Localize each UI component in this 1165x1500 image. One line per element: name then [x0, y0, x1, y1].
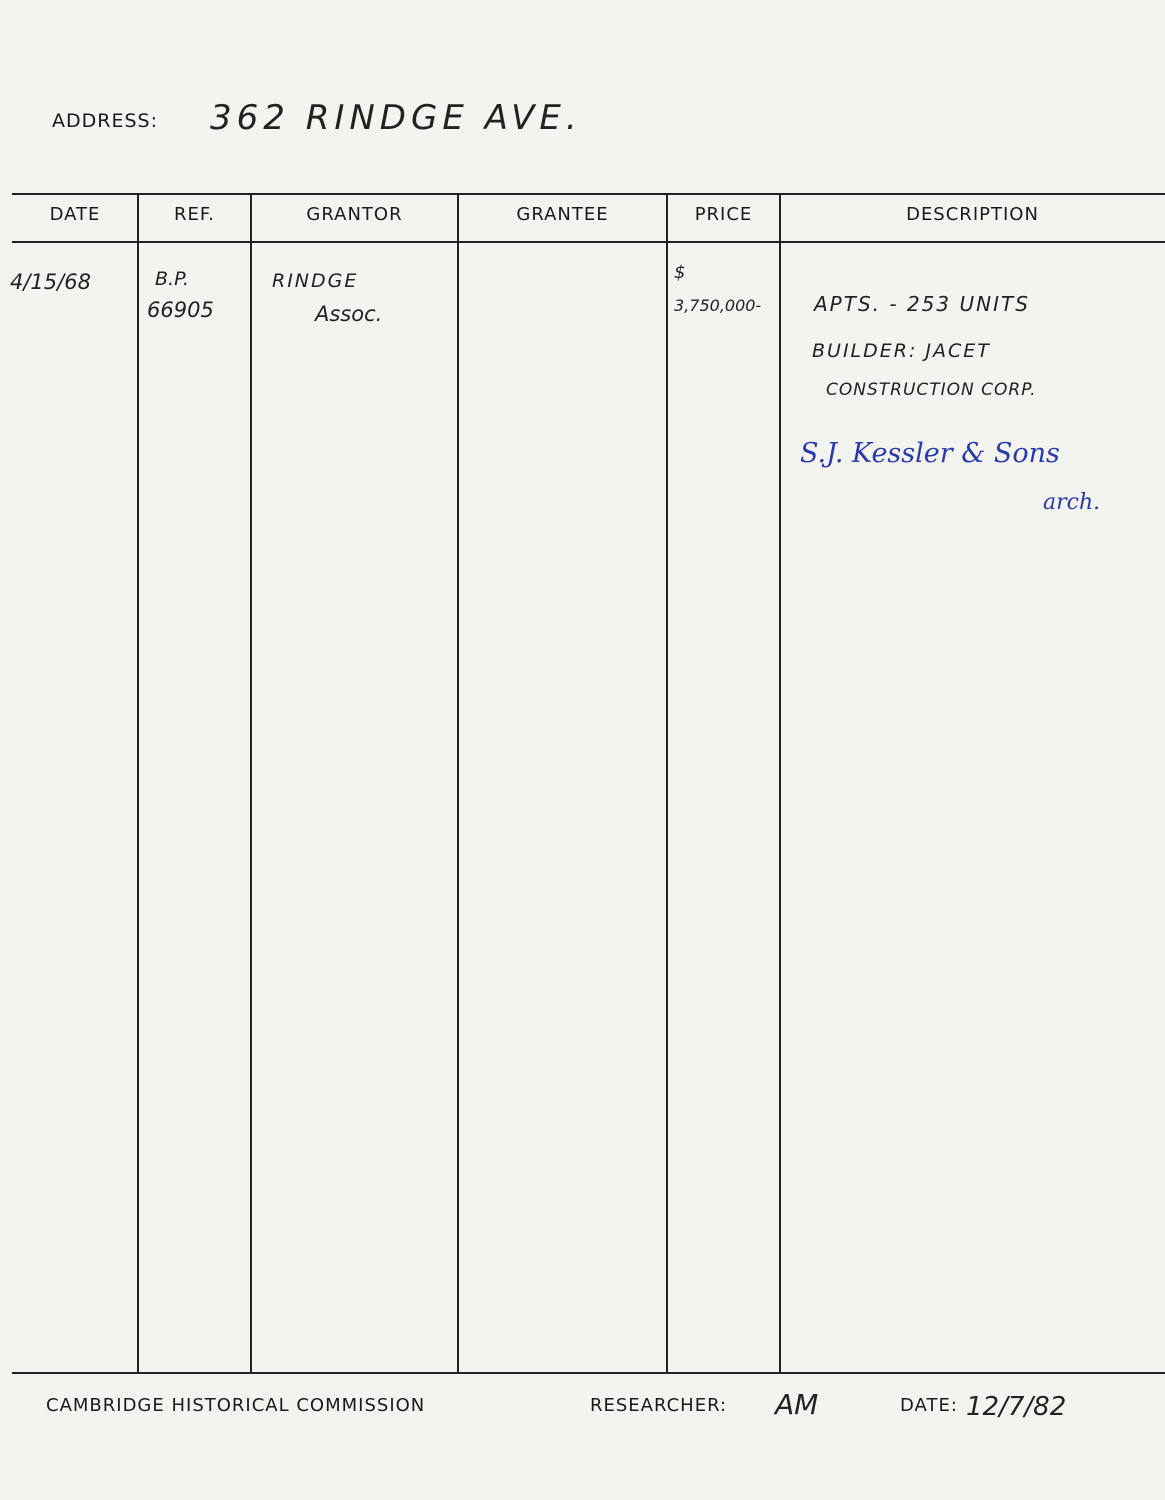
footer-organization: CAMBRIDGE HISTORICAL COMMISSION	[46, 1395, 426, 1416]
entry-price: 3,750,000-	[674, 296, 762, 315]
column-header-grantee: GRANTEE	[516, 204, 609, 225]
column-header-price: PRICE	[694, 204, 753, 225]
entry-date: 4/15/68	[10, 270, 91, 294]
architect-note-line1: S.J. Kessler & Sons	[800, 438, 1060, 469]
footer-date-value: 12/7/82	[966, 1392, 1067, 1422]
entry-ref-line2: 66905	[147, 298, 214, 322]
footer-researcher-label: RESEARCHER:	[590, 1395, 728, 1416]
footer-researcher-initials: AM	[775, 1388, 819, 1421]
entry-description-line1: APTS. - 253 UNITS	[814, 292, 1030, 316]
architect-note-line2: arch.	[1043, 490, 1101, 515]
column-header-ref: REF.	[173, 204, 216, 225]
column-header-grantor: GRANTOR	[306, 204, 403, 225]
column-header-description: DESCRIPTION	[906, 204, 1039, 225]
column-header-date: DATE	[49, 204, 101, 225]
address-label: ADDRESS:	[52, 110, 158, 132]
address-value: 362 RINDGE AVE.	[210, 98, 582, 138]
entry-description-line3: CONSTRUCTION CORP.	[826, 380, 1037, 400]
entry-grantor-line1: RINDGE	[272, 270, 359, 292]
entry-description-line2: BUILDER: JACET	[812, 340, 991, 362]
entry-price-symbol: $	[674, 262, 686, 283]
entry-ref-line1: B.P.	[155, 268, 189, 290]
entry-grantor-line2: Assoc.	[315, 302, 383, 326]
footer-date-label: DATE:	[900, 1395, 958, 1416]
